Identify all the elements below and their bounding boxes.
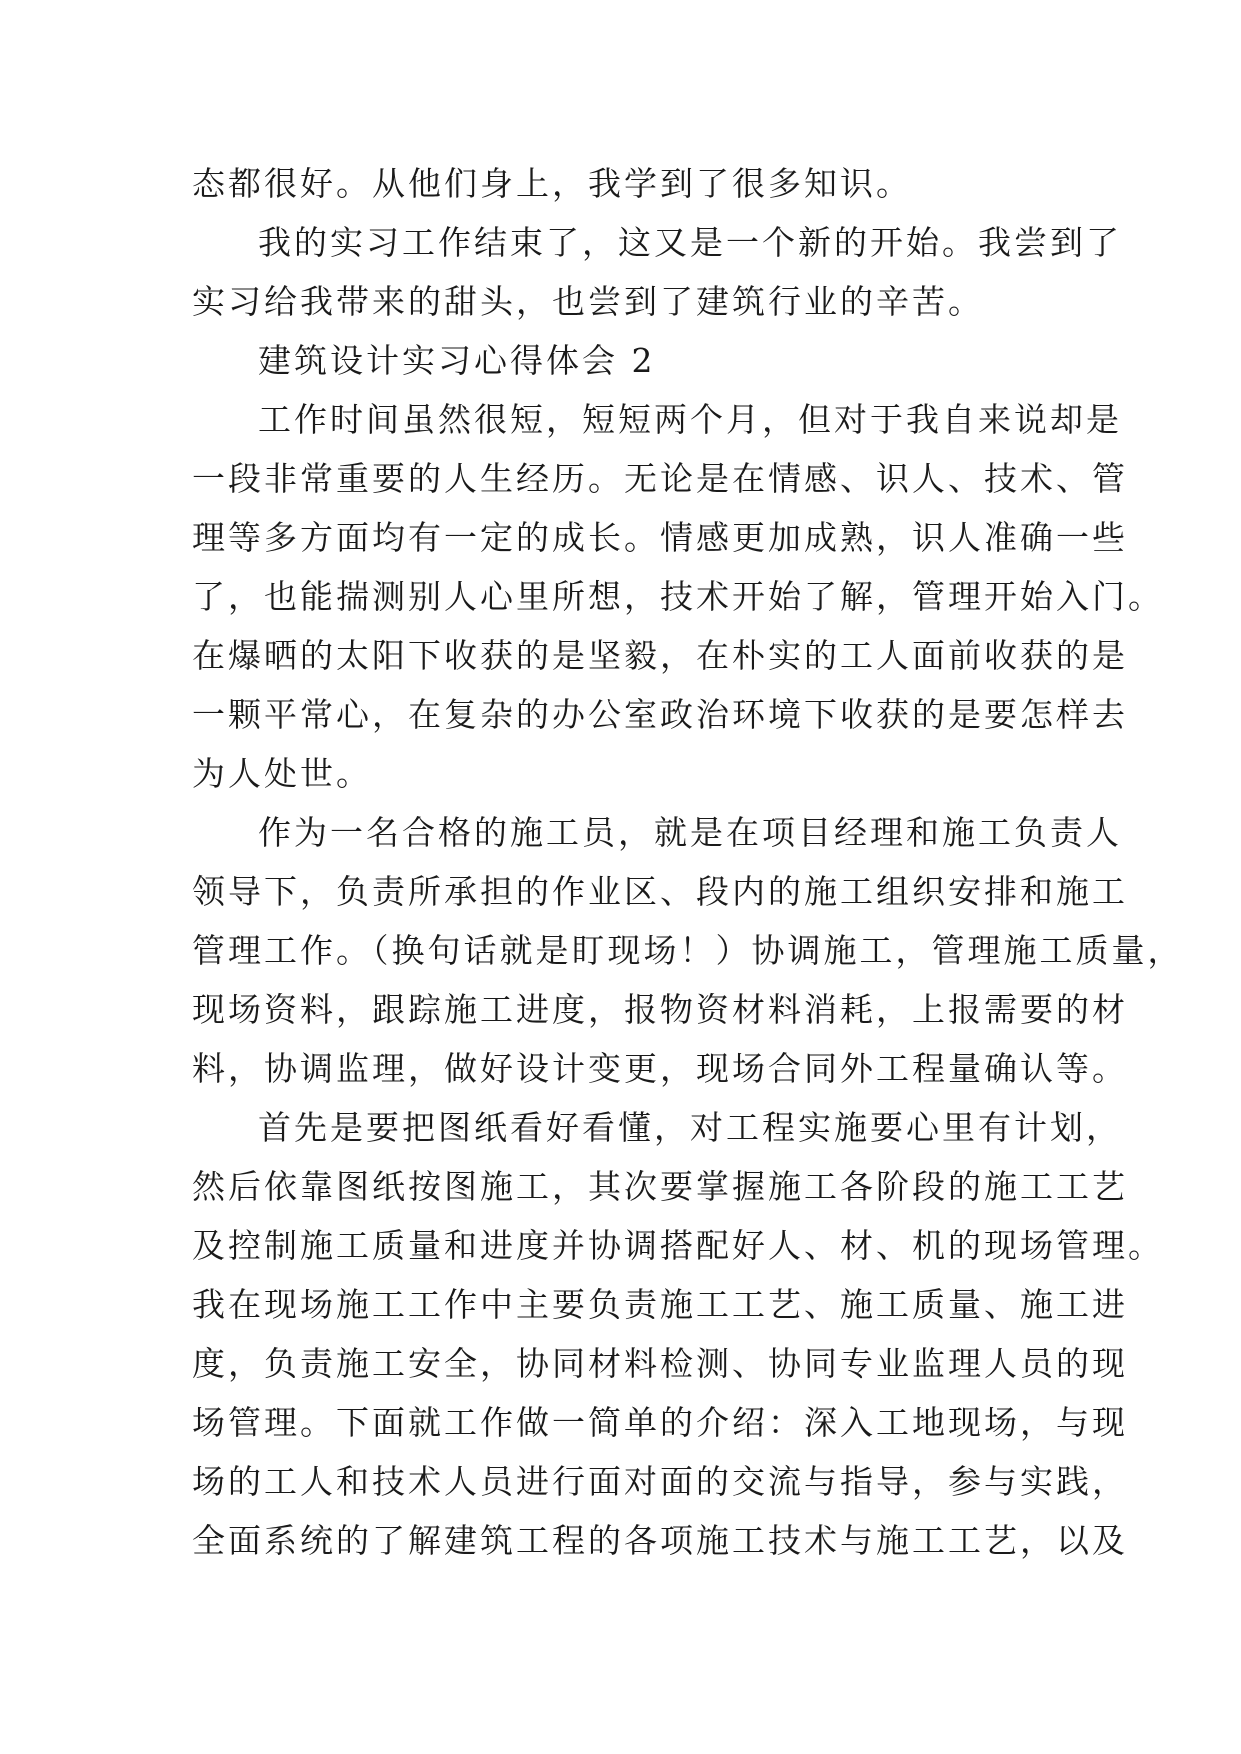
text-line: 领导下，负责所承担的作业区、段内的施工组织安排和施工 — [192, 872, 1128, 911]
text-line: 一段非常重要的人生经历。无论是在情感、识人、技术、管 — [192, 459, 1128, 498]
text-line: 工作时间虽然很短，短短两个月，但对于我自来说却是 — [258, 400, 1122, 439]
paragraph-1 — [192, 154, 1072, 213]
text-line: 现场资料，跟踪施工进度，报物资材料消耗，上报需要的材 — [192, 990, 1128, 1029]
text-line: 管理工作。（换句话就是盯现场！）协调施工，管理施工质量， — [192, 931, 1184, 970]
text-line: 场的工人和技术人员进行面对面的交流与指导，参与实践， — [192, 1462, 1128, 1501]
text-line: 及控制施工质量和进度并协调搭配好人、材、机的现场管理。 — [192, 1226, 1164, 1265]
text-line: 然后依靠图纸按图施工，其次要掌握施工各阶段的施工工艺 — [192, 1167, 1128, 1206]
text-line: 场管理。下面就工作做一简单的介绍：深入工地现场，与现 — [192, 1403, 1128, 1442]
paragraph-2 — [192, 213, 1122, 331]
text-line: 一颗平常心，在复杂的办公室政治环境下收获的是要怎样去 — [192, 695, 1128, 734]
paragraph-5 — [192, 1098, 1164, 1570]
text-line: 态都很好。从他们身上，我学到了很多知识。 — [192, 164, 912, 203]
text-line: 理等多方面均有一定的成长。情感更加成熟，识人准确一些 — [192, 518, 1128, 557]
document-body — [192, 154, 1184, 1570]
section-heading — [192, 331, 1072, 390]
text-line: 度，负责施工安全，协同材料检测、协同专业监理人员的现 — [192, 1344, 1128, 1383]
text-line: 作为一名合格的施工员，就是在项目经理和施工负责人 — [258, 813, 1122, 852]
text-line: 我在现场施工工作中主要负责施工工艺、施工质量、施工进 — [192, 1285, 1128, 1324]
text-line: 首先是要把图纸看好看懂，对工程实施要心里有计划， — [258, 1108, 1122, 1147]
text-line: 了，也能揣测别人心里所想，技术开始了解，管理开始入门。 — [192, 577, 1164, 616]
text-line: 全面系统的了解建筑工程的各项施工技术与施工工艺，以及 — [192, 1521, 1128, 1560]
heading-line: 建筑设计实习心得体会 2 — [258, 341, 656, 380]
text-line: 为人处世。 — [192, 754, 372, 793]
paragraph-4 — [192, 803, 1184, 1098]
text-line: 实习给我带来的甜头，也尝到了建筑行业的辛苦。 — [192, 282, 984, 321]
text-line: 在爆晒的太阳下收获的是坚毅，在朴实的工人面前收获的是 — [192, 636, 1128, 675]
text-line: 我的实习工作结束了，这又是一个新的开始。我尝到了 — [258, 223, 1122, 262]
paragraph-3 — [192, 390, 1164, 803]
text-line: 料，协调监理，做好设计变更，现场合同外工程量确认等。 — [192, 1049, 1128, 1088]
